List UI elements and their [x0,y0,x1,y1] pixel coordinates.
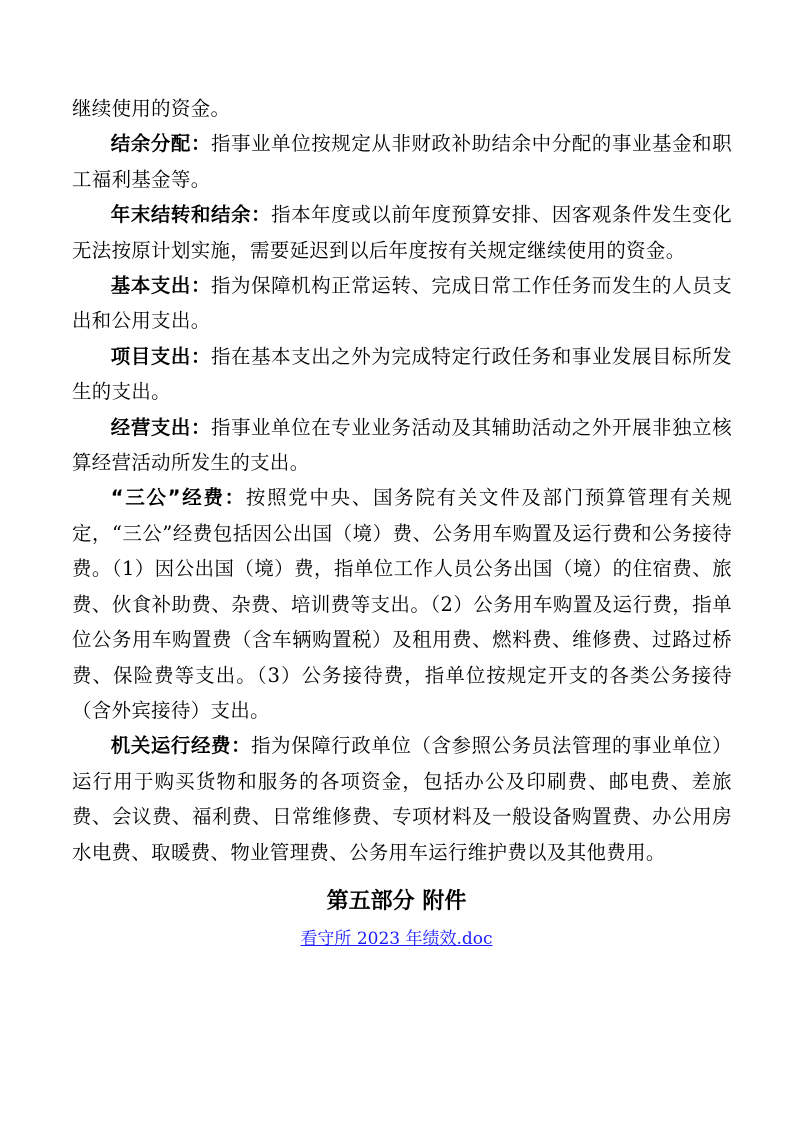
definition-term: 年末结转和结余： [110,203,272,227]
section-title: 第五部分 附件 [326,889,467,914]
definition-project-expenditure [72,339,732,410]
definition-text: 指本年度或以前年度预算安排、因客观条件发生变化无法按原计划实施，需要延迟到以后年度按有关规定继续使用的资金。 [72,203,732,262]
definition-text: 指为保障机构正常运转、完成日常工作任务而发生的人员支出和公用支出。 [72,274,732,333]
document-body [72,91,732,870]
definition-term: 基本支出： [110,274,212,298]
definition-text: 指事业单位在专业业务活动及其辅助活动之外开展非独立核算经营活动所发生的支出。 [72,415,732,475]
definition-basic-expenditure [72,268,732,339]
definition-term: 经营支出： [110,415,212,439]
attachment-link[interactable]: 看守所 2023 年绩效.doc [300,929,493,949]
definition-text: 指在基本支出之外为完成特定行政任务和事业发展目标所发生的支出。 [72,344,732,404]
attachment-row [0,925,793,953]
definition-operating-expenditure [72,410,732,481]
continuation-text: 继续使用的资金。 [72,97,231,120]
definition-term: 结余分配： [110,132,212,156]
definition-text: 指为保障行政单位（含参照公务员法管理的事业单位）运行用于购买货物和服务的各项资金，包括办公及印刷费、邮电费、差旅费、会议费、福利费、日常维修费、专项材料及一般设备购置费、办公用房水电费、取暖费、物业管理费、公务用车运行维护费以及其他费用。 [72,734,732,864]
definition-term: “三公”经费： [110,486,246,510]
definition-term: 项目支出： [110,344,212,368]
definition-settlement-distribution [72,126,732,197]
definition-term: 机关运行经费： [110,734,252,758]
definition-year-end-carryover [72,197,732,268]
definition-text: 指事业单位按规定从非财政补助结余中分配的事业基金和职工福利基金等。 [72,132,732,191]
definition-text: 按照党中央、国务院有关文件及部门预算管理有关规定，“三公”经费包括因公出国（境）费、公务用车购置及运行费和公务接待费。（1）因公出国（境）费，指单位工作人员公务出国（境）的住宿费、旅费、伙食补助费、杂费、培训费等支出。（2）公务用车购置及运行费，指单位公务用车购置费（含车辆购置税）及租用费、燃料费、维修费、过路过桥费、保险费等支出。（3）公务接待费，指单位按规定开支的各类公务接待（含外宾接待）支出。 [72,486,732,722]
definition-three-public-expenses [72,480,732,728]
definition-agency-operating-funds [72,728,732,870]
